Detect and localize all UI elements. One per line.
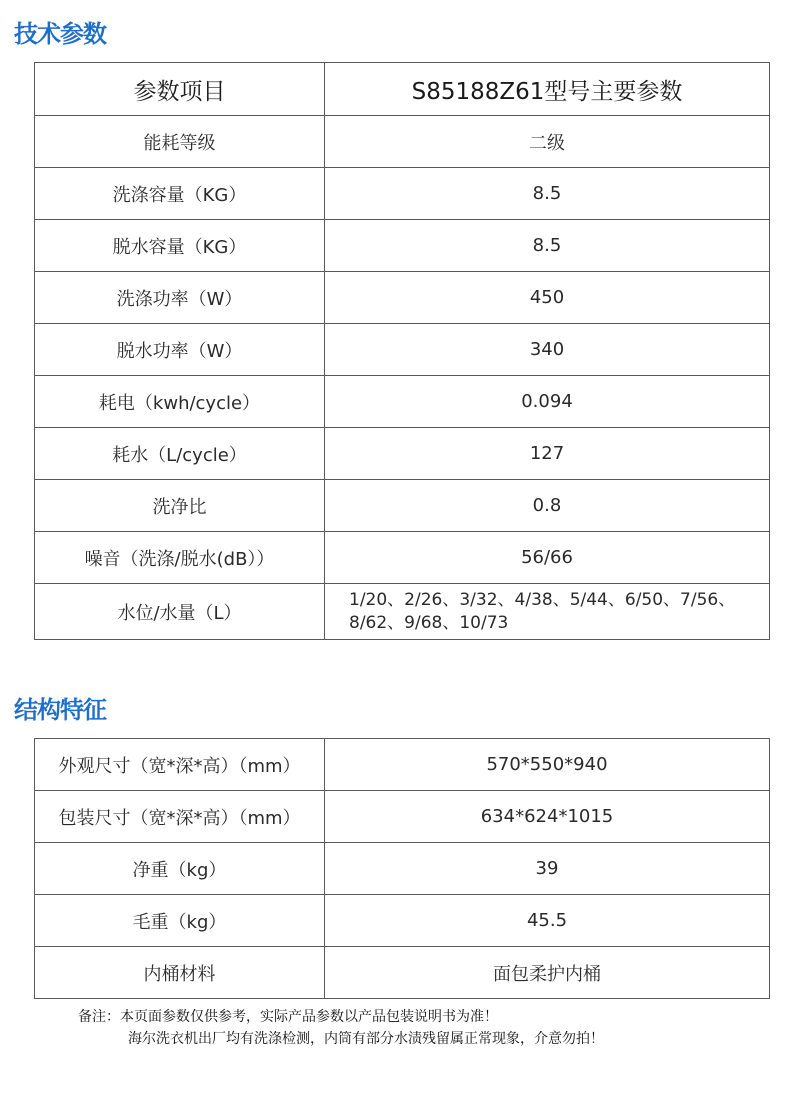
tech-section-title: 技术参数: [14, 20, 106, 48]
row-value-water-levels: [325, 584, 770, 640]
table-row: [35, 428, 770, 480]
note-disclaimer: 备注：本页面参数仅供参考，实际产品参数以产品包装说明书为准！: [78, 1009, 498, 1025]
row-label: 脱水容量（KG）: [35, 220, 325, 272]
water-levels-line-2: 8/62、9/68、10/73: [349, 612, 509, 633]
table-row: [35, 220, 770, 272]
row-label: 外观尺寸（宽*深*高）（mm）: [35, 739, 325, 791]
table-row: [35, 739, 770, 791]
table-row: [35, 376, 770, 428]
row-label: 耗电（kwh/cycle）: [35, 376, 325, 428]
row-label: 噪音（洗涤/脱水(dB））: [35, 532, 325, 584]
structure-section-title: 结构特征: [14, 696, 106, 724]
row-value: 二级: [325, 116, 770, 168]
table-row: [35, 532, 770, 584]
row-label: 洗净比: [35, 480, 325, 532]
structure-spec-table: [34, 738, 770, 999]
table-row: [35, 168, 770, 220]
table-row: [35, 116, 770, 168]
water-levels-line-1: 1/20、2/26、3/32、4/38、5/44、6/50、7/56、: [349, 589, 736, 610]
table-row: [35, 947, 770, 999]
header-param-item: 参数项目: [35, 63, 325, 116]
row-label: 水位/水量（L）: [35, 584, 325, 640]
tech-spec-table: [34, 62, 770, 640]
row-label: 脱水功率（W）: [35, 324, 325, 376]
row-value: 450: [325, 272, 770, 324]
table-row: [35, 584, 770, 640]
row-label: 能耗等级: [35, 116, 325, 168]
row-value: 8.5: [325, 168, 770, 220]
table-row: [35, 791, 770, 843]
table-row: [35, 272, 770, 324]
row-value: 45.5: [325, 895, 770, 947]
row-value: 570*550*940: [325, 739, 770, 791]
row-value: 634*624*1015: [325, 791, 770, 843]
table-row: [35, 480, 770, 532]
row-value: 面包柔护内桶: [325, 947, 770, 999]
row-value: 127: [325, 428, 770, 480]
row-value: 0.8: [325, 480, 770, 532]
row-label: 净重（kg）: [35, 843, 325, 895]
table-row: [35, 324, 770, 376]
row-label: 洗涤功率（W）: [35, 272, 325, 324]
table-row: [35, 843, 770, 895]
row-label: 包装尺寸（宽*深*高）（mm）: [35, 791, 325, 843]
table-header-row: [35, 63, 770, 116]
row-value: 39: [325, 843, 770, 895]
row-value: 340: [325, 324, 770, 376]
row-label: 耗水（L/cycle）: [35, 428, 325, 480]
row-label: 毛重（kg）: [35, 895, 325, 947]
table-row: [35, 895, 770, 947]
row-value: 8.5: [325, 220, 770, 272]
row-value: 0.094: [325, 376, 770, 428]
note-inspection: 海尔洗衣机出厂均有洗涤检测，内筒有部分水渍残留属正常现象，介意勿拍！: [128, 1031, 604, 1047]
row-label: 洗涤容量（KG）: [35, 168, 325, 220]
row-value: 56/66: [325, 532, 770, 584]
row-label: 内桶材料: [35, 947, 325, 999]
header-model-params: S85188Z61型号主要参数: [325, 63, 770, 116]
